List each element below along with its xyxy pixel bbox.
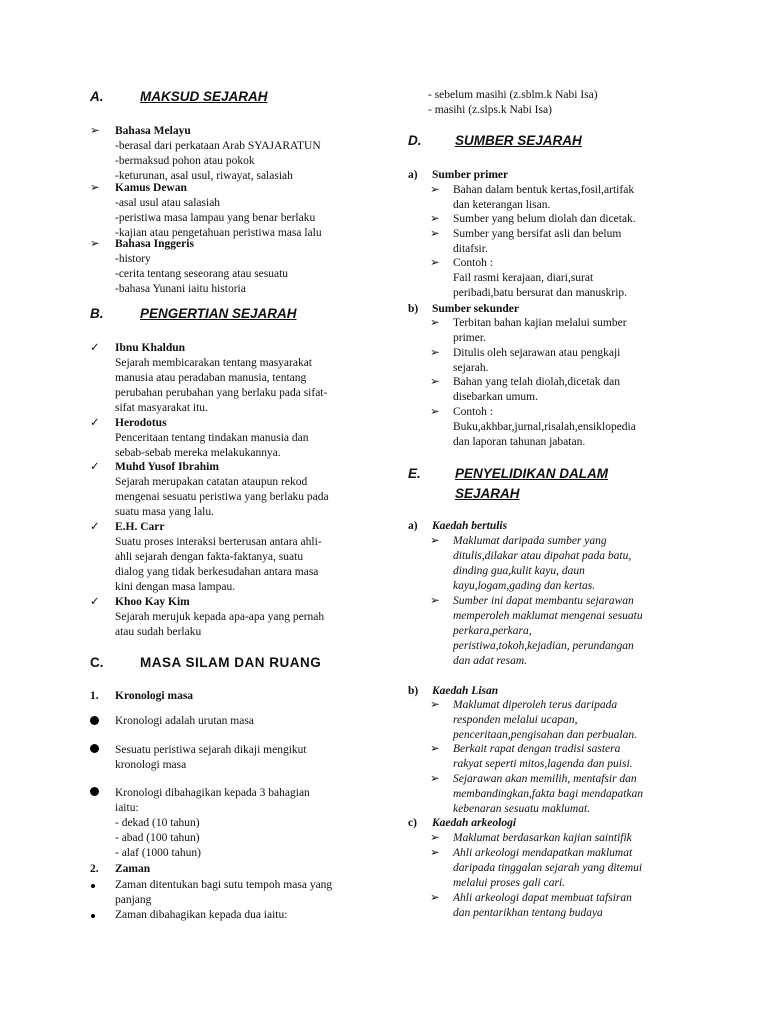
text-line: Penceritaan tentang tindakan manusia dan (115, 432, 309, 444)
arrow-bullet-icon: ➢ (90, 182, 100, 194)
text-line: dan pentarikhan tentang budaya (453, 907, 603, 919)
text-line: mengenai sesuatu peristiwa yang berlaku pada (115, 491, 329, 503)
text-line: sejarah. (453, 362, 489, 374)
text-line: -peristiwa masa lampau yang benar berlaku (115, 212, 316, 224)
text-line: Buku,akhbar,jurnal,risalah,ensiklopedia (453, 421, 636, 433)
text-line: -history (115, 253, 151, 265)
text-line: melalui proses gali cari. (453, 877, 566, 889)
term: E.H. Carr (115, 521, 165, 533)
group-label: b) (408, 685, 419, 697)
text-line: Zaman ditentukan bagi sutu tempoh masa yang (115, 879, 333, 891)
text-line: Sumber yang belum diolah dan dicetak. (453, 213, 636, 225)
text-line: Sejarah membicarakan tentang masyarakat (115, 357, 313, 369)
arrow-bullet-icon: ➢ (430, 743, 440, 755)
checkmark-icon: ✓ (90, 342, 100, 354)
text-line: peribadi,batu bersurat dan manuskrip. (453, 287, 628, 299)
text-line: Terbitan bahan kajian melalui sumber (453, 317, 627, 329)
arrow-bullet-icon: ➢ (430, 228, 440, 240)
section-c-letter: C. (90, 655, 104, 670)
term: Ibnu Khaldun (115, 342, 186, 354)
term: Bahasa Inggeris (115, 238, 194, 250)
text-line: -asal usul atau salasiah (115, 197, 221, 209)
section-e-heading (408, 466, 609, 481)
bullet-icon (90, 716, 99, 725)
arrow-bullet-icon: ➢ (430, 213, 440, 225)
text-line: panjang (115, 894, 152, 906)
text-line: memperoleh maklumat mengenai sesuatu (453, 610, 643, 622)
text-line: penceritaan,pengisahan dan perbualan. (453, 729, 637, 741)
text-line: dinding gua,kulit kayu, daun (453, 565, 585, 577)
text-line: Bahan yang telah diolah,dicetak dan (453, 376, 621, 388)
text-line: responden melalui ucapan, (453, 714, 578, 726)
arrow-bullet-icon: ➢ (430, 406, 440, 418)
text-line: Fail rasmi kerajaan, diari,surat (453, 272, 594, 284)
text-line: Zaman dibahagikan kepada dua iaitu: (115, 909, 288, 921)
text-line: -cerita tentang seseorang atau sesuatu (115, 268, 289, 280)
arrow-bullet-icon: ➢ (430, 347, 440, 359)
period-item: - dekad (10 tahun) (115, 817, 200, 829)
text-line: Ahli arkeologi dapat membuat tafsiran (453, 892, 632, 904)
text-line: -kajian atau pengetahuan peristiwa masa lalu (115, 227, 322, 239)
term: Muhd Yusof Ibrahim (115, 461, 219, 473)
text-line: Sumber ini dapat membantu sejarawan (453, 595, 634, 607)
text-line: iaitu: (115, 802, 139, 814)
section-d-title: SUMBER SEJARAH (455, 133, 582, 148)
text-line: dan adat resam. (453, 655, 528, 667)
arrow-bullet-icon: ➢ (430, 773, 440, 785)
text-line: Sumber yang bersifat asli dan belum (453, 228, 622, 240)
arrow-bullet-icon: ➢ (430, 376, 440, 388)
text-line: daripada tinggalan sejarah yang ditemui (453, 862, 643, 874)
text-line: ahli sejarah dengan fakta-faktanya, suatu (115, 551, 304, 563)
text-line: dan laporan tahunan jabatan. (453, 436, 586, 448)
text-line: sebab-sebab mereka melakukannya. (115, 447, 281, 459)
text-line: Suatu proses interaksi berterusan antara ahli- (115, 536, 322, 548)
sumber-sekunder-title: Sumber sekunder (432, 303, 520, 315)
text-line: primer. (453, 332, 486, 344)
section-e-title-line2: SEJARAH (455, 486, 520, 501)
text-line: kini dengan masa lampau. (115, 581, 236, 593)
section-c-heading (90, 655, 322, 670)
group-label: c) (408, 817, 417, 829)
text-line: kebenaran sesuatu maklumat. (453, 803, 591, 815)
zaman-type: - masihi (z.slps.k Nabi Isa) (428, 104, 552, 116)
text-line: Kronologi dibahagikan kepada 3 bahagian (115, 787, 310, 799)
text-line: Sejarawan akan memilih, mentafsir dan (453, 773, 637, 785)
section-d-heading (408, 133, 582, 148)
text-line: kronologi masa (115, 759, 187, 771)
checkmark-icon: ✓ (90, 521, 100, 533)
text-line: Ditulis oleh sejarawan atau pengkaji (453, 347, 621, 359)
text-line: peristiwa,tokoh,kejadian, perundangan (453, 640, 634, 652)
subheading-number: 2. (90, 863, 99, 875)
section-e-title-line1: PENYELIDIKAN DALAM (455, 466, 609, 481)
kaedah-bertulis-title: Kaedah bertulis (432, 520, 508, 532)
section-a-letter: A. (90, 89, 104, 104)
text-line: suatu masa yang lalu. (115, 506, 215, 518)
checkmark-icon: ✓ (90, 461, 100, 473)
period-item: - alaf (1000 tahun) (115, 847, 201, 859)
bullet-icon (90, 787, 99, 796)
text-line: manusia atau peradaban manusia, tentang (115, 372, 307, 384)
arrow-bullet-icon: ➢ (430, 699, 440, 711)
text-line: ditafsir. (453, 243, 488, 255)
bullet-icon (91, 914, 95, 918)
subheading-kronologi: Kronologi masa (115, 690, 194, 702)
text-line: atau sudah berlaku (115, 626, 202, 638)
text-line: dan keterangan lisan. (453, 199, 551, 211)
text-line: -berasal dari perkataan Arab SYAJARATUN (115, 140, 321, 152)
kaedah-arkeologi-title: Kaedah arkeologi (432, 817, 517, 829)
section-a-title: MAKSUD SEJARAH (140, 89, 268, 104)
period-item: - abad (100 tahun) (115, 832, 200, 844)
text-line: Sesuatu peristiwa sejarah dikaji mengikut (115, 744, 307, 756)
text-line: ditulis,dilakar atau dipahat pada batu, (453, 550, 632, 562)
text-line: Contoh : (453, 257, 493, 269)
arrow-bullet-icon: ➢ (430, 847, 440, 859)
section-c-title: MASA SILAM DAN RUANG (140, 655, 322, 670)
section-e-letter: E. (408, 466, 421, 481)
text-line: -keturunan, asal usul, riwayat, salasiah (115, 170, 293, 182)
subheading-number: 1. (90, 690, 99, 702)
group-label: b) (408, 303, 419, 315)
text-line: sifat masyarakat itu. (115, 402, 208, 414)
text-line: Contoh : (453, 406, 493, 418)
zaman-type: - sebelum masihi (z.sblm.k Nabi Isa) (428, 89, 598, 101)
bullet-icon (91, 884, 95, 888)
text-line: Bahan dalam bentuk kertas,fosil,artifak (453, 184, 635, 196)
group-label: a) (408, 169, 418, 181)
text-line: Maklumat daripada sumber yang (453, 535, 607, 547)
term: Herodotus (115, 417, 167, 429)
subheading-zaman: Zaman (115, 863, 151, 875)
text-line: disebarkan umum. (453, 391, 538, 403)
checkmark-icon: ✓ (90, 417, 100, 429)
text-line: membandingkan,fakta bagi mendapatkan (453, 788, 644, 800)
text-line: kayu,logam,gading dan kertas. (453, 580, 596, 592)
arrow-bullet-icon: ➢ (430, 892, 440, 904)
arrow-bullet-icon: ➢ (430, 535, 440, 547)
group-label: a) (408, 520, 418, 532)
text-line: Maklumat diperoleh terus daripada (453, 699, 618, 711)
term: Kamus Dewan (115, 182, 187, 194)
text-line: dialog yang tidak berkesudahan antara masa (115, 566, 319, 578)
section-b-title: PENGERTIAN SEJARAH (140, 306, 297, 321)
term: Khoo Kay Kim (115, 596, 190, 608)
text-line: -bahasa Yunani iaitu historia (115, 283, 246, 295)
section-d-letter: D. (408, 133, 422, 148)
term: Bahasa Melayu (115, 125, 191, 137)
section-b-heading (90, 306, 297, 321)
arrow-bullet-icon: ➢ (430, 832, 440, 844)
arrow-bullet-icon: ➢ (430, 257, 440, 269)
text-line: Maklumat berdasarkan kajian saintifik (453, 832, 632, 844)
text-line: perkara,perkara, (453, 625, 532, 637)
section-b-letter: B. (90, 306, 104, 321)
text-line: Sejarah merupakan catatan ataupun rekod (115, 476, 308, 488)
arrow-bullet-icon: ➢ (90, 238, 100, 250)
arrow-bullet-icon: ➢ (430, 184, 440, 196)
arrow-bullet-icon: ➢ (430, 317, 440, 329)
text-line: -bermaksud pohon atau pokok (115, 155, 255, 167)
text-line: Berkait rapat dengan tradisi sastera (453, 743, 621, 755)
kaedah-lisan-title: Kaedah Lisan (432, 685, 499, 697)
arrow-bullet-icon: ➢ (90, 125, 100, 137)
text-line: Ahli arkeologi mendapatkan maklumat (453, 847, 633, 859)
checkmark-icon: ✓ (90, 596, 100, 608)
text-line: perubahan perubahan yang berlaku pada sifat- (115, 387, 328, 399)
text-line: rakyat seperti mitos,lagenda dan puisi. (453, 758, 633, 770)
text-line: Kronologi adalah urutan masa (115, 715, 254, 727)
sumber-primer-title: Sumber primer (432, 169, 509, 181)
bullet-icon (90, 744, 99, 753)
section-a-heading (90, 89, 268, 104)
text-line: Sejarah merujuk kepada apa-apa yang pernah (115, 611, 325, 623)
arrow-bullet-icon: ➢ (430, 595, 440, 607)
